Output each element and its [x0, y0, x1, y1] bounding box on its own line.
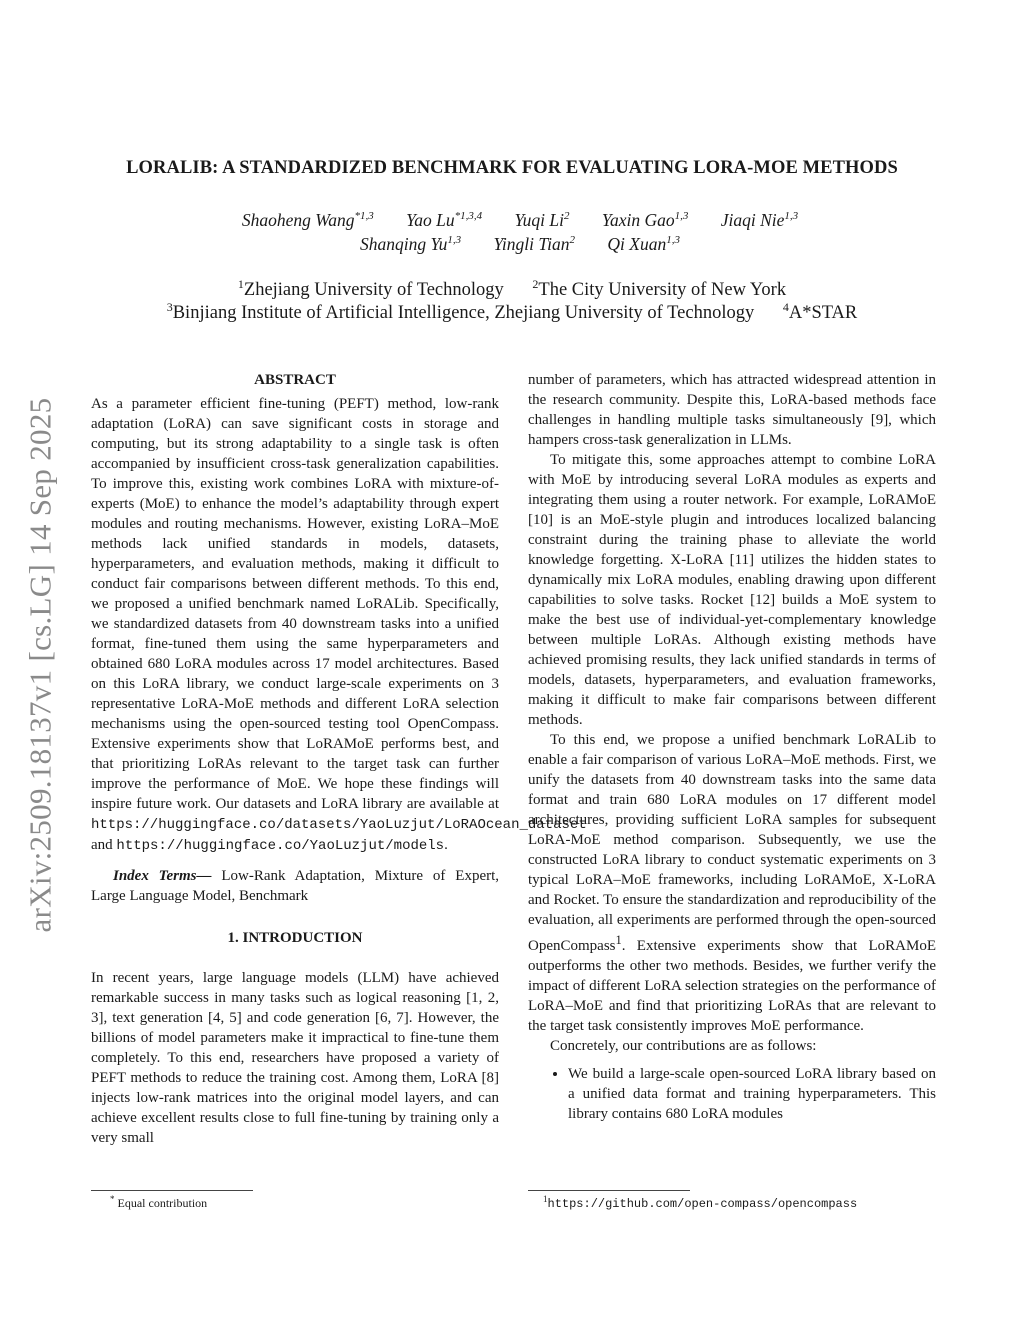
author: Yaxin Gao$^{1,3}$ — [601, 210, 689, 230]
footnote-rule-left — [91, 1190, 253, 1191]
affiliation: $^3$Binjiang Institute of Artificial Intelligence, Zhejiang University of Technology — [166, 300, 755, 324]
index-terms: Index Terms— Low-Rank Adaptation, Mixture of Expert, Large Language Model, Benchmark — [91, 868, 500, 904]
intro-paragraph-2: To mitigate this, some approaches attempt to combine LoRA with MoE by introducing several LoRA modules as experts and integrating them using a router network. For example, LoRAMoE [10] is an MoE-style plugin and introduces localized balancing constraint during the training phase to alleviate the world knowledge forgetting. X-LoRA [11] utilizes the hidden states to dynamically mix LoRA modules, enabling drawing upon different capabilities to solve tasks. Rocket [12] builds a MoE system to make the best use of individual-yet-complementary knowledge between multiple LoRAs. Although existing methods have achieved promising results, they lack unified standards in terms of models, datasets, hyperparameters, and evaluation frameworks, making it difficult to make fair comparisons between different methods. — [528, 452, 936, 728]
intro-paragraph-3: To this end, we propose a unified benchmark LoRALib to enable a fair comparison of various LoRA–MoE methods. First, we unify the datasets from 40 downstream tasks into the same data format and train 680 LoRA modules on 17 different model architectures, providing sufficient LoRA samples for subsequent LoRA-MoE method comparison. Subsequently, we use the constructed LoRA library to conduct systematic experiments on 3 typical LoRA–MoE frameworks, including LoRAMoE, X-LoRA and Rocket. To ensure the standardization and reproducibility of the evaluation, all experiments are performed through the open-sourced OpenCompass$^1$. Extensive experiments show that LoRAMoE outperforms the other two methods. Besides, we further verify the impact of different LoRA selection strategies on the performance of LoRA–MoE and find that prioritizing LoRAs that are relevant to the target task consistently improves MoE performance. — [528, 732, 936, 1034]
intro-paragraph-1-continued: number of parameters, which has attracted widespread attention in the research community. Despite this, LoRA-based methods face challenges in handling multiple tasks simultaneously [9], which hampers cross-task generalization in LLMs. — [528, 372, 936, 448]
intro-paragraph-1: In recent years, large language models (LLM) have achieved remarkable success in many tasks such as logical reasoning [1, 2, 3], text generation [4, 5] and code generation [6, 7]. However, the billions of model parameters make it impractical to fine-tune them completely. To this end, researchers have proposed a variety of PEFT methods to reduce the training cost. Among them, LoRA [8] injects low-rank matrices into the original model layers, and can achieve excellent results close to full fine-tuning by training only a very small — [91, 970, 499, 1146]
arxiv-stamp — [10, 375, 70, 955]
abstract-text: As a parameter efficient fine-tuning (PEFT) method, low-rank adaptation (LoRA) can save significant costs in storage and computing, but its strong adaptability to a single task is often accompanied by insufficient cross-task generalization capabilities. To improve this, existing work combines LoRA with mixture-of-experts (MoE) to enhance the model’s adaptability through expert modules and routing mechanisms. However, existing LoRA–MoE methods lack unified standards in models, datasets, hyperparameters, and evaluation methods, making it difficult to conduct fair comparisons between different methods. To this end, we proposed a unified benchmark named LoRALib. Specifically, we standardized datasets from 40 downstream tasks into a unified format, fine-tuned them using the same hyperparameters and obtained 680 LoRA modules across 17 model architectures. Based on this LoRA library, we conduct large-scale experiments on 3 representative LoRA-MoE methods and different LoRA selection mechanisms using the open-sourced testing tool OpenCompass. Extensive experiments show that LoRAMoE performs best, and that prioritizing LoRAs relevant to the target task can further improve the performance of MoE. We hope these findings will inspire future work. Our datasets and LoRA library are available at https://huggingface.co/datasets/YaoLuzjut/LoRAOcean_dataset and https://huggingface.co/YaoLuzjut/models. — [91, 396, 587, 854]
affiliation: $^1$Zhejiang University of Technology — [237, 277, 504, 301]
models-link[interactable]: https://huggingface.co/YaoLuzjut/models — [116, 838, 445, 854]
author: Shaoheng Wang$^{*1,3}$ — [241, 210, 374, 230]
footnote-rule-right — [528, 1190, 690, 1191]
footnote-opencompass: $^1$https://github.com/open-compass/opencompass — [543, 1194, 858, 1211]
opencompass-link[interactable]: https://github.com/open-compass/opencompass — [547, 1197, 858, 1211]
left-column — [91, 370, 587, 1148]
author: Qi Xuan$^{1,3}$ — [607, 234, 680, 254]
right-column — [528, 370, 936, 1124]
contribution-item: • We build a large-scale open-sourced LoRA library based on a unified data format and training hyperparameters. This library contains 680 LoRA modules — [568, 1064, 936, 1124]
footnote-equal-contribution: * Equal contribution — [110, 1194, 208, 1210]
affiliations-row-2 — [60, 300, 964, 324]
author: Shanqing Yu$^{1,3}$ — [360, 234, 462, 254]
affiliation: $^4$A*STAR — [782, 300, 858, 324]
author: Yingli Tian$^2$ — [493, 234, 576, 254]
affiliations-row-1 — [60, 277, 964, 301]
intro-heading: 1. INTRODUCTION — [227, 930, 363, 946]
contributions-list — [528, 1064, 936, 1124]
author: Yao Lu$^{*1,3,4}$ — [406, 210, 483, 230]
affiliation: $^2$The City University of New York — [532, 277, 787, 301]
author: Yuqi Li$^2$ — [514, 210, 570, 230]
intro-paragraph-4: Concretely, our contributions are as follows: — [550, 1038, 817, 1054]
authors-row-2 — [120, 234, 920, 255]
abstract-heading: ABSTRACT — [254, 372, 336, 388]
paper-title: LORALIB: A STANDARDIZED BENCHMARK FOR EVALUATING LORA-MOE METHODS — [126, 158, 898, 178]
author: Jiaqi Nie$^{1,3}$ — [720, 210, 799, 230]
authors-row-1 — [120, 210, 920, 231]
dataset-link[interactable]: https://huggingface.co/datasets/YaoLuzjut/LoRAOcean_dataset — [91, 817, 587, 833]
arxiv-stamp-text: arXiv:2509.18137v1 [cs.LG] 14 Sep 2025 — [22, 397, 58, 933]
